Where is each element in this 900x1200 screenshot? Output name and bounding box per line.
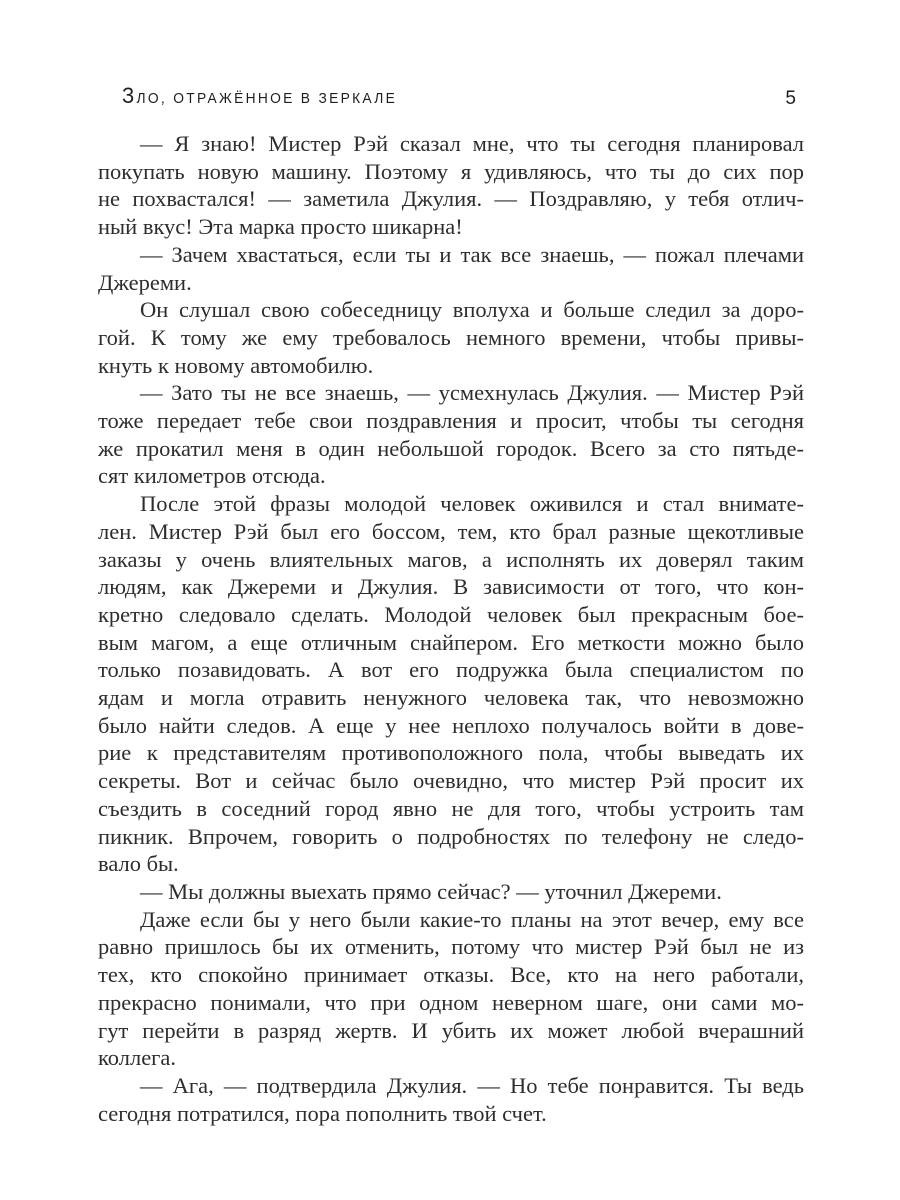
text-line: съездить в соседний город явно не для того, чтобы устроить там	[98, 795, 804, 821]
text-line: заказы у очень влиятельных магов, а исполнять их доверял таким	[98, 546, 804, 572]
text-line: было найти следов. А еще у нее неплохо получалось войти в дове-	[98, 712, 804, 738]
text-line: После этой фразы молодой человек оживился и стал внимате-	[140, 491, 804, 517]
text-line: не похвастался! — заметила Джулия. — Поздравляю, у тебя отлич-	[98, 186, 804, 212]
page-header	[98, 84, 804, 108]
text-line: гут перейти в разряд жертв. И убить их может любой вчерашний	[98, 1017, 804, 1043]
text-line: пикник. Впрочем, говорить о подробностях по телефону не следо-	[98, 823, 804, 849]
paragraph	[98, 379, 804, 490]
title-initial-letter: З	[122, 83, 137, 108]
page-number: 5	[785, 88, 796, 109]
text-line: людям, как Джереми и Джулия. В зависимости от того, что кон-	[98, 574, 804, 600]
text-line: — Мы должны выехать прямо сейчас? — уточнил Джереми.	[140, 878, 722, 904]
paragraph	[98, 1072, 804, 1127]
text-line: покупать новую машину. Поэтому я удивляюсь, что ты до сих пор	[98, 158, 804, 184]
text-line: сегодня потратился, пора пополнить твой счет.	[98, 1100, 547, 1126]
text-line: только позавидовать. А вот его подружка была специалистом по	[98, 657, 804, 683]
text-line: Он слушал свою собеседницу вполуха и больше следил за доро-	[140, 297, 804, 323]
paragraph	[98, 241, 804, 296]
text-line: прекрасно понимали, что при одном неверном шаге, они сами мо-	[98, 989, 804, 1015]
text-block	[98, 130, 804, 1127]
text-line: лен. Мистер Рэй был его боссом, тем, кто брал разные щекотливые	[98, 518, 804, 544]
text-line: рие к представителям противоположного пола, чтобы выведать их	[98, 740, 804, 766]
text-line: сят километров отсюда.	[98, 463, 326, 489]
text-line: Джереми.	[98, 269, 192, 295]
text-line: — Ага, — подтвердила Джулия. — Но тебе понравится. Ты ведь	[140, 1072, 804, 1098]
text-line: тоже передает тебе свои поздравления и просит, чтобы ты сегодня	[98, 408, 804, 434]
text-line: гой. К тому же ему требовалось немного времени, чтобы привы-	[98, 324, 804, 350]
text-line: ный вкус! Эта марка просто шикарна!	[98, 214, 463, 240]
text-line: секреты. Вот и сейчас было очевидно, что мистер Рэй просит их	[98, 768, 804, 794]
paragraph	[98, 130, 804, 241]
text-line: тех, кто спокойно принимает отказы. Все, кто на него работали,	[98, 962, 804, 988]
text-line: коллега.	[98, 1045, 177, 1071]
text-line: — Зачем хвастаться, если ты и так все знаешь, — пожал плечами	[140, 241, 804, 267]
text-line: кнуть к новому автомобилю.	[98, 352, 374, 378]
running-title	[122, 85, 397, 108]
text-line: вало бы.	[98, 851, 179, 877]
text-line: ядам и могла отравить ненужного человека так, что невозможно	[98, 685, 804, 711]
text-line: Даже если бы у него были какие-то планы на этот вечер, ему все	[140, 906, 804, 932]
text-line: — Зато ты не все знаешь, — усмехнулась Джулия. — Мистер Рэй	[140, 380, 804, 406]
paragraph	[98, 490, 804, 878]
text-line: — Я знаю! Мистер Рэй сказал мне, что ты сегодня планировал	[140, 131, 804, 156]
paragraph	[98, 878, 804, 906]
title-rest-text: ЛО, ОТРАЖЁННОЕ В ЗЕРКАЛЕ	[136, 90, 398, 107]
text-line: равно пришлось бы их отменить, потому что мистер Рэй был не из	[98, 934, 804, 960]
text-line: кретно следовало сделать. Молодой человек был прекрасным бое-	[98, 601, 804, 627]
paragraph	[98, 906, 804, 1072]
paragraph	[98, 296, 804, 379]
text-line: же прокатил меня в один небольшой городок. Всего за сто пятьде-	[98, 435, 804, 461]
text-line: вым магом, а еще отличным снайпером. Его меткости можно было	[98, 629, 804, 655]
